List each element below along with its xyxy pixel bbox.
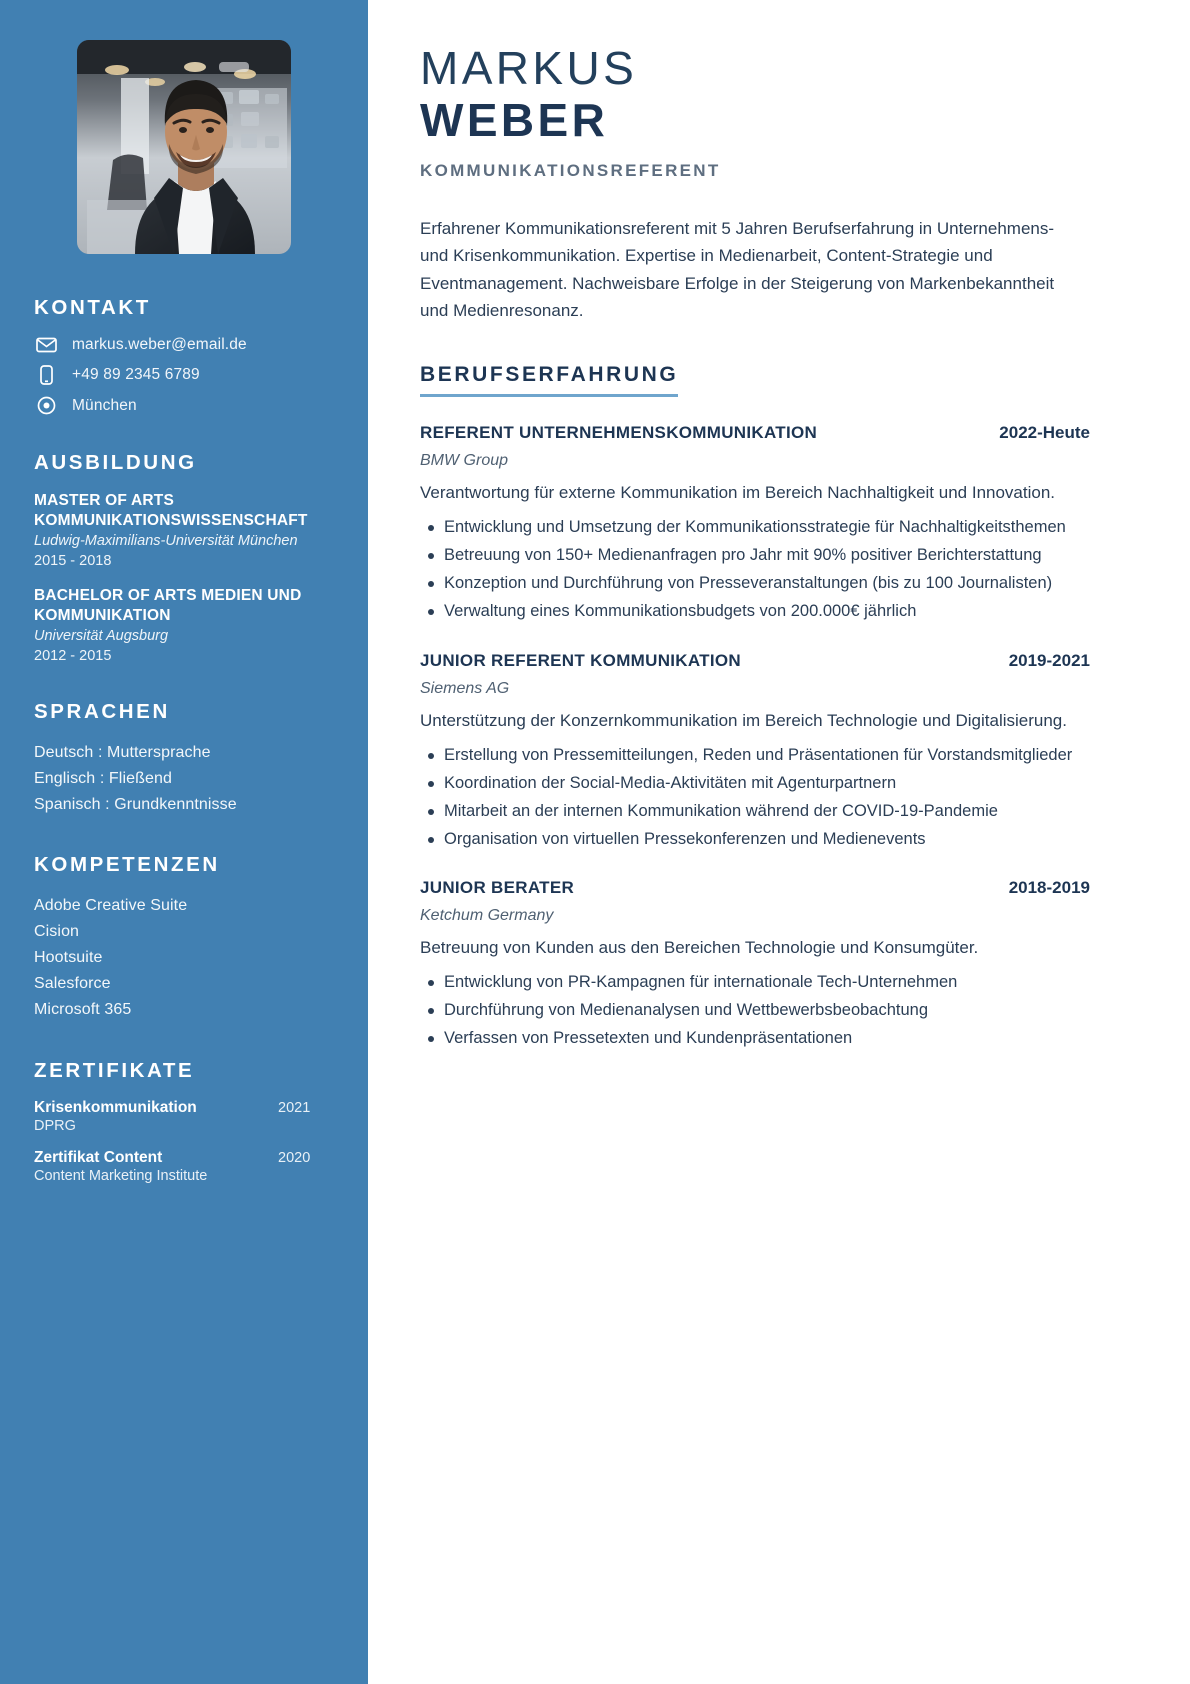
certificate-org: DPRG xyxy=(34,1117,76,1134)
first-name: MARKUS xyxy=(420,42,638,94)
experience-item xyxy=(420,878,1090,1051)
certificate-item xyxy=(34,1099,334,1134)
languages-heading: SPRACHEN xyxy=(34,699,170,723)
education-heading: AUSBILDUNG xyxy=(34,451,197,474)
skills-heading: KOMPETENZEN xyxy=(34,853,220,877)
experience-item xyxy=(420,651,1090,853)
skill-item: Hootsuite xyxy=(34,949,103,967)
education-degree: MASTER OF ARTS KOMMUNIKATIONSWISSENSCHAFT xyxy=(34,492,308,530)
contact-email[interactable] xyxy=(34,336,334,354)
certificate-name: Zertifikat Content xyxy=(34,1148,163,1166)
contact-location-text: München xyxy=(72,396,137,414)
experience-item xyxy=(420,423,1090,625)
envelope-icon xyxy=(34,337,58,353)
education-school: Universität Augsburg xyxy=(34,628,169,645)
skill-item: Adobe Creative Suite xyxy=(34,897,188,915)
education-years: 2015 - 2018 xyxy=(34,552,112,569)
certificate-item xyxy=(34,1149,334,1184)
certificate-name: Krisenkommunikation xyxy=(34,1098,197,1116)
skill-item: Cision xyxy=(34,923,80,941)
experience-bullet: Verfassen von Pressetexten und Kundenpräsentationen xyxy=(420,1026,1090,1051)
experience-bullet: Organisation von virtuellen Pressekonferenzen und Medienevents xyxy=(420,827,1090,852)
contact-location[interactable] xyxy=(34,396,334,415)
certificates-heading: ZERTIFIKATE xyxy=(34,1058,195,1082)
experience-bullets xyxy=(420,743,1090,852)
language-item: Englisch : Fließend xyxy=(34,769,172,787)
profile-photo xyxy=(77,40,291,254)
experience-heading: BERUFSERFAHRUNG xyxy=(420,363,678,397)
certificate-year: 2020 xyxy=(278,1149,311,1166)
experience-role: REFERENT UNTERNEHMENSKOMMUNIKATION xyxy=(420,423,818,442)
contact-phone-text: +49 89 2345 6789 xyxy=(72,366,200,383)
language-item: Spanisch : Grundkenntnisse xyxy=(34,795,237,813)
experience-bullet: Erstellung von Pressemitteilungen, Reden und Präsentationen für Vorstandsmitglieder xyxy=(420,743,1090,768)
skill-item: Salesforce xyxy=(34,975,111,993)
experience-company: Ketchum Germany xyxy=(420,907,554,924)
experience-bullet: Konzeption und Durchführung von Presseveranstaltungen (bis zu 100 Journalisten) xyxy=(420,571,1090,596)
language-item: Deutsch : Muttersprache xyxy=(34,743,211,761)
contact-heading: KONTAKT xyxy=(34,296,151,319)
experience-bullet: Mitarbeit an der internen Kommunikation während der COVID-19-Pandemie xyxy=(420,799,1090,824)
location-pin-icon xyxy=(34,396,58,415)
experience-description: Unterstützung der Konzernkommunikation im Bereich Technologie und Digitalisierung. xyxy=(420,710,1067,730)
experience-bullet: Koordination der Social-Media-Aktivitäten mit Agenturpartnern xyxy=(420,771,1090,796)
experience-bullets xyxy=(420,970,1090,1051)
contact-phone[interactable] xyxy=(34,365,334,385)
certificate-org: Content Marketing Institute xyxy=(34,1167,208,1184)
education-item xyxy=(34,491,334,569)
experience-dates: 2018-2019 xyxy=(1008,878,1090,897)
education-item xyxy=(34,586,334,664)
phone-icon xyxy=(34,365,58,385)
last-name: WEBER xyxy=(420,94,609,147)
profile-summary: Erfahrener Kommunikationsreferent mit 5 Jahren Berufserfahrung in Unternehmens- und Krisenkommunikation. Expertise in Medienarbeit, Content-Strategie und Eventmanagement. Nachweisbare Erfolge in der Steigerung von Markenbekanntheit und Medienresonanz. xyxy=(420,218,1055,321)
page-title: KOMMUNIKATIONSREFERENT xyxy=(420,160,721,180)
experience-bullet: Betreuung von 150+ Medienanfragen pro Jahr mit 90% positiver Berichterstattung xyxy=(420,543,1090,568)
skill-item: Microsoft 365 xyxy=(34,1001,132,1019)
contact-email-text: markus.weber@email.de xyxy=(72,336,247,353)
experience-dates: 2022-Heute xyxy=(999,423,1090,442)
education-degree: BACHELOR OF ARTS MEDIEN UND KOMMUNIKATION xyxy=(34,586,302,624)
experience-bullet: Verwaltung eines Kommunikationsbudgets von 200.000€ jährlich xyxy=(420,599,1090,624)
education-years: 2012 - 2015 xyxy=(34,647,112,664)
experience-company: BMW Group xyxy=(420,452,509,469)
experience-bullet: Entwicklung und Umsetzung der Kommunikationsstrategie für Nachhaltigkeitsthemen xyxy=(420,515,1090,540)
certificate-year: 2021 xyxy=(278,1099,311,1116)
experience-description: Verantwortung für externe Kommunikation im Bereich Nachhaltigkeit und Innovation. xyxy=(420,483,1056,502)
experience-role: JUNIOR BERATER xyxy=(420,878,575,897)
experience-description: Betreuung von Kunden aus den Bereichen Technologie und Konsumgüter. xyxy=(420,938,979,957)
experience-bullet: Durchführung von Medienanalysen und Wettbewerbsbeobachtung xyxy=(420,998,1090,1023)
sidebar xyxy=(0,0,368,1684)
experience-dates: 2019-2021 xyxy=(1008,650,1090,670)
experience-bullet: Entwicklung von PR-Kampagnen für internationale Tech-Unternehmen xyxy=(420,970,1090,995)
experience-company: Siemens AG xyxy=(420,679,510,697)
experience-role: JUNIOR REFERENT KOMMUNIKATION xyxy=(420,650,741,670)
education-school: Ludwig-Maximilians-Universität München xyxy=(34,533,298,550)
main-content xyxy=(368,0,1190,1684)
experience-bullets xyxy=(420,515,1090,624)
